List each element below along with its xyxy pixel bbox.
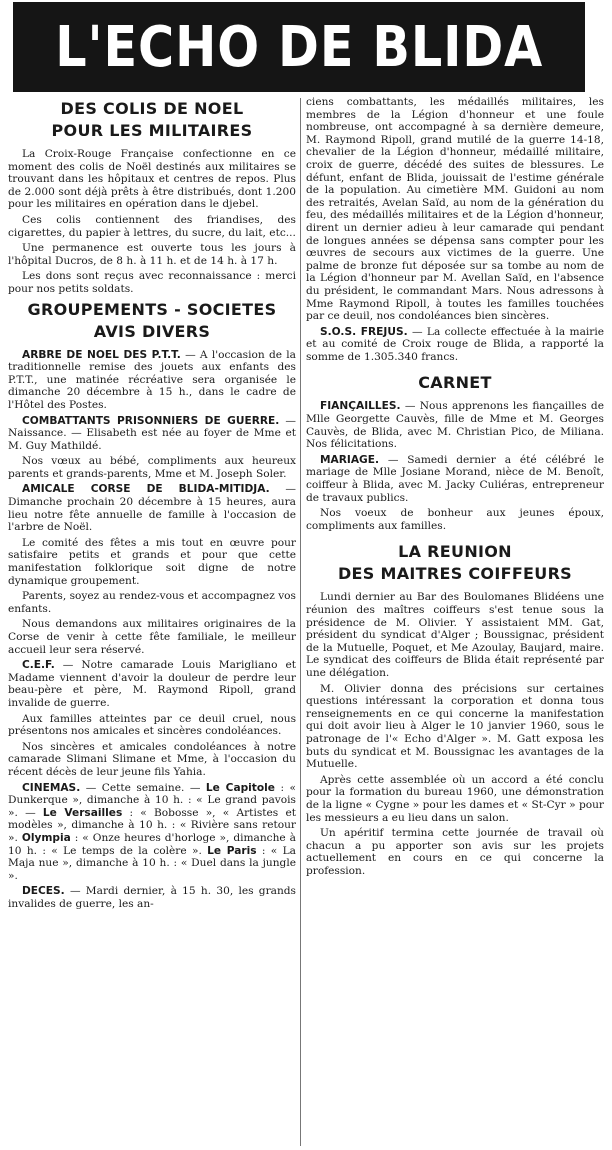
headline-carnet: CARNET xyxy=(418,373,492,393)
column-divider xyxy=(300,98,301,1146)
paragraph: Nous demandons aux militaires originaires de la Corse de venir à cette fête familiale, le meilleur accueil leur sera réservé. xyxy=(8,618,296,656)
paragraph-deces-continued: ciens combattants, les médaillés militaires, les membres de la Légion d'honneur et une foule nombreuse, ont accompagné à sa dernière demeure, M. Raymond Ripoll, grand mutilé de la guerre 14-18, chevalier de la Légion d'honneur, médaillé militaire, croix de guerre, décédé des suites de blessures. Le défunt, enfant de Blida, jouissait de l'estime générale de la population. Au cimetière MM. Guidoni au nom des retraités, Avelan Saïd, au nom de la génération du feu, des médaillés militaires et de la Légion d'honneur, dirent un dernier adieu à leur camarade qui pendant de longues années se dépensa sans compter pour les œuvres de secours aux victimes de la guerre. Une palme de bronze fut déposée sur sa tombe au nom de la Légion d'honneur par M. Avellan Saïd, en l'absence du président, le commandant Mars. Nous adressons à Mme Raymond Ripoll, à toutes les familles touchées par ce deuil, nos condoléances bien sincères. xyxy=(306,96,604,323)
masthead-title: L'ECHO DE BLIDA xyxy=(55,14,543,80)
headline-groupements: GROUPEMENTS - SOCIETES xyxy=(27,299,277,319)
paragraph: La Croix-Rouge Française confectionne en ce moment des colis de Noël destinés aux militaires se trouvant dans les hôpitaux et centres de repos. Plus de 2.000 sont déjà prêts à être distribués, dont 1.200 pour les militaires en opération dans le djebel. xyxy=(8,148,296,211)
paragraph: Nos vœux au bébé, compliments aux heureux parents et grands-parents, Mme et M. Joseph Soler. xyxy=(8,455,296,480)
item-cinemas: CINEMAS. — Cette semaine. — Le Capitole : « Dunkerque », dimanche à 10 h. : « Le grand pavois ». — Le Versailles : « Bobosse », « Artistes et modèles », dimanche à 10 h. : « Rivière sans retour ». Olympia : « Onze heures d'horloge », dimanche à 10 h. : « Le temps de la colère ». Le Paris : « La Maja nue », dimanche à 10 h. : « Duel dans la jungle ». xyxy=(8,781,296,882)
paragraph: Parents, soyez au rendez-vous et accompagnez vos enfants. xyxy=(8,590,296,615)
section-carnet xyxy=(306,366,604,532)
paragraph: Ces colis contiennent des friandises, des cigarettes, du papier à lettres, du sucre, du lait, etc... xyxy=(8,213,296,239)
item-heading: ARBRE DE NOEL DES P.T.T. xyxy=(22,348,181,361)
item-heading: S.O.S. FREJUS. xyxy=(320,325,408,338)
headline-avis-divers: AVIS DIVERS xyxy=(93,321,211,341)
paragraph: Aux familles atteintes par ce deuil cruel, nous présentons nos amicales et sincères condoléances. xyxy=(8,712,296,738)
article-colis-noel xyxy=(8,98,296,296)
newspaper-masthead xyxy=(13,2,585,92)
section-groupements xyxy=(8,299,296,911)
paragraph: Lundi dernier au Bar des Boulomanes Blidéens une réunion des maîtres coiffeurs s'est tenue sous la présidence de M. Olivier. Y assistaient MM. Gat, président du syndicat d'Alger ; Boussignac, président de la Mutuelle, Poquet, et Me Azoulay, Baujard, maire. Le syndicat des coiffeurs de Blida était représenté par une délégation. xyxy=(306,591,604,679)
paragraph: Le comité des fêtes a mis tout en œuvre pour satisfaire petits et grands et pour que cette manifestation folklorique soit digne de notre dynamique groupement. xyxy=(8,536,296,587)
item-heading: C.E.F. xyxy=(22,659,55,672)
item-deces: DECES. — Mardi dernier, à 15 h. 30, les grands invalides de guerre, les an- xyxy=(8,885,296,910)
paragraph: Un apéritif termina cette journée de travail où chacun a pu apporter son avis sur les projets actuellement en cours en ce qui concerne la profession. xyxy=(306,827,604,877)
headline-reunion-line2: DES MAITRES COIFFEURS xyxy=(337,564,573,584)
item-heading: COMBATTANTS PRISONNIERS DE GUERRE. xyxy=(22,414,280,427)
headline-colis-line2: POUR LES MILITAIRES xyxy=(51,121,253,140)
paragraph: Une permanence est ouverte tous les jours à l'hôpital Ducros, de 8 h. à 11 h. et de 14 h. à 17 h. xyxy=(8,242,296,267)
article-reunion-coiffeurs xyxy=(306,535,604,877)
item-heading: AMICALE CORSE DE BLIDA-MITIDJA. xyxy=(22,483,270,496)
paragraph: Nos voeux de bonheur aux jeunes époux, compliments aux familles. xyxy=(306,507,604,532)
paragraph: Après cette assemblée où un accord a été conclu pour la formation du bureau 1960, une démonstration de la ligne « Cygne » pour les dames et « St-Cyr » pour les messieurs a eu lieu dans un salon. xyxy=(306,773,604,824)
item-heading: DECES. xyxy=(22,885,65,898)
headline-reunion-line1: LA REUNION xyxy=(398,542,512,562)
paragraph: M. Olivier donna des précisions sur certaines questions intéressant la corporation et donna tous renseignements en ce qui concerne la manifestation qui doit avoir lieu à Alger le 10 janvier 1960, sous le patronage de l'« Echo d'Alger ». M. Gatt exposa les buts du syndicat et M. Boussignac les avantages de la Mutuelle. xyxy=(306,682,604,771)
item-combattants: COMBATTANTS PRISONNIERS DE GUERRE. — Naissance. — Elisabeth est née au foyer de Mme et M. Guy Mathildé. xyxy=(8,414,296,452)
item-arbre-noel: ARBRE DE NOEL DES P.T.T. — A l'occasion de la traditionnelle remise des jouets aux enfants des P.T.T., une matinée récréative sera organisée le dimanche 20 décembre à 15 h., dans le cadre de l'Hôtel des Postes. xyxy=(8,348,296,411)
item-heading: FIANÇAILLES. xyxy=(320,400,401,413)
paragraph: Les dons sont reçus avec reconnaissance : merci pour nos petits soldats. xyxy=(8,270,296,295)
item-amicale-corse: AMICALE CORSE DE BLIDA-MITIDJA. — Dimanche prochain 20 décembre à 15 heures, aura lieu notre fête annuelle de famille à l'occasion de l'arbre de Noël. xyxy=(8,483,296,534)
headline-colis-line1: DES COLIS DE NOEL xyxy=(60,99,244,118)
item-heading: CINEMAS. xyxy=(22,781,81,794)
item-cef: C.E.F. — Notre camarade Louis Marigliano et Madame viennent d'avoir la douleur de perdre leur beau-père et père, M. Raymond Ripoll, grand invalide de guerre. xyxy=(8,659,296,709)
item-sos-frejus: S.O.S. FREJUS. — La collecte effectuée à la mairie et au comité de Croix rouge de Blida, a rapporté la somme de 1.305.340 francs. xyxy=(306,325,604,363)
left-column xyxy=(8,98,296,913)
item-heading: MARIAGE. xyxy=(320,453,379,466)
paragraph: Nos sincères et amicales condoléances à notre camarade Slimani Slimane et Mme, à l'occasion du récent décès de leur jeune fils Yahia. xyxy=(8,740,296,778)
item-fiancailles: FIANÇAILLES. — Nous apprenons les fiançailles de Mlle Georgette Cauvès, fille de Mme et M. Georges Cauvès, de Blida, avec M. Christian Pico, de Miliana. Nos félicitations. xyxy=(306,400,604,451)
right-column xyxy=(306,96,604,880)
item-mariage: MARIAGE. — Samedi dernier a été célébré le mariage de Mlle Josiane Morand, nièce de M. Benoît, coiffeur à Blida, avec M. Jacky Culiéras, entrepreneur de travaux publics. xyxy=(306,453,604,504)
